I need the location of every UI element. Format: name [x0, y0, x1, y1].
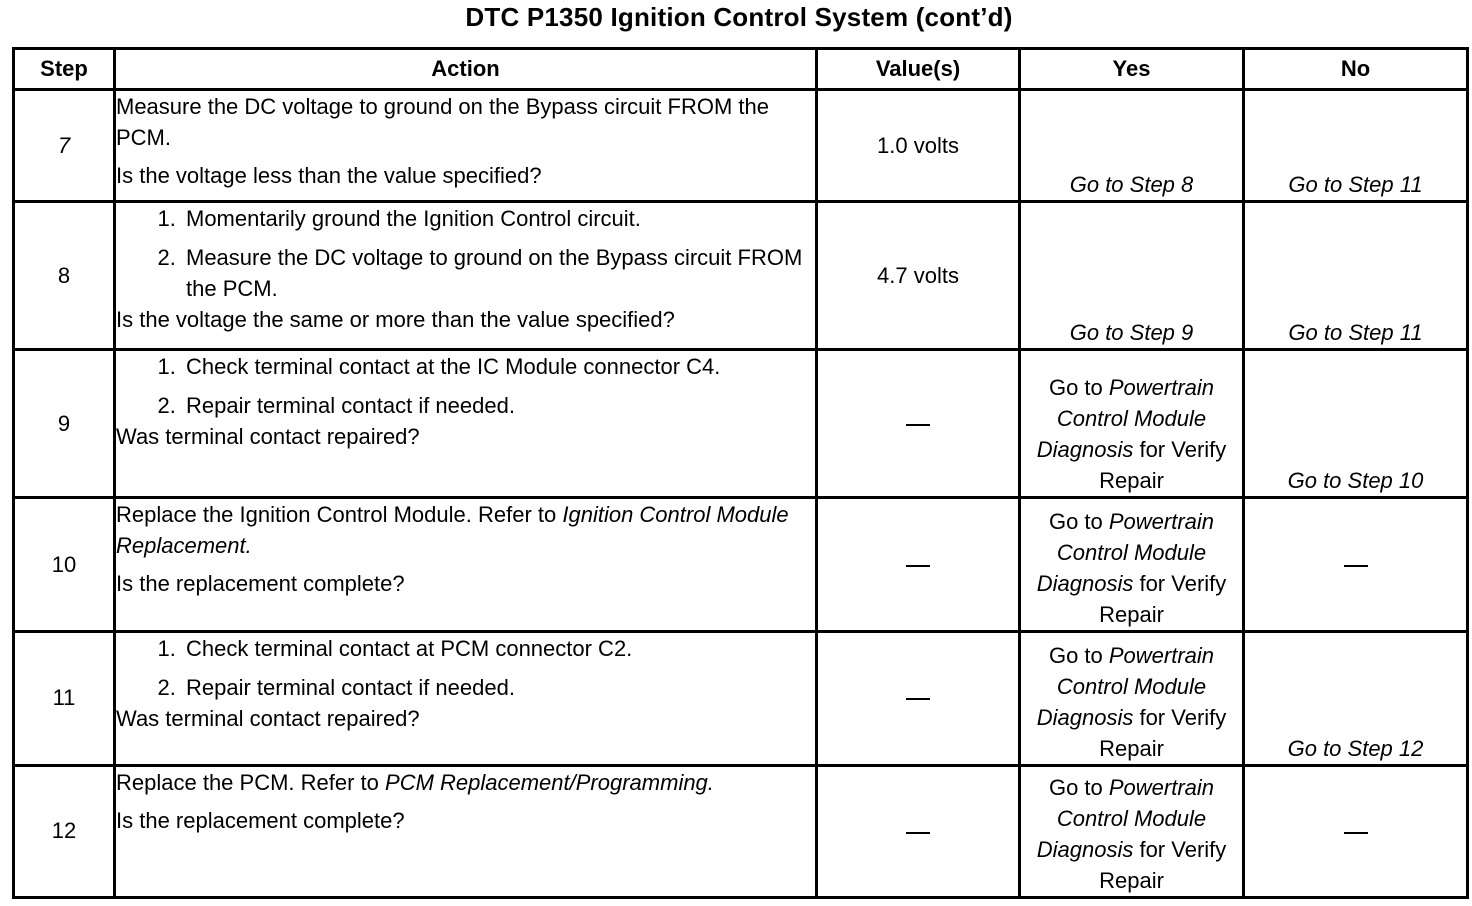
no-cell: Go to Step 12 [1244, 631, 1468, 765]
action-text-lead: Replace the PCM. Refer to [116, 769, 386, 795]
yes-cell [1020, 765, 1244, 897]
yes-prefix: Go to [1048, 375, 1109, 401]
step-number: 7 [14, 90, 115, 202]
action-cell [115, 90, 817, 202]
action-question: Was terminal contact repaired? [116, 705, 420, 731]
no-cell [1244, 765, 1468, 897]
table-row-step-7 [14, 90, 1468, 202]
value-cell: 1.0 volts [817, 90, 1020, 202]
action-cell [115, 202, 817, 350]
header-yes: Yes [1020, 49, 1244, 90]
reference-link[interactable]: Powertrain Control Module Diagnosis [1036, 642, 1215, 730]
value-cell: 4.7 volts [817, 202, 1020, 350]
no-cell: Go to Step 11 [1244, 90, 1468, 202]
action-steps [116, 633, 815, 703]
table-row-step-10 [14, 498, 1468, 631]
step-number: 10 [14, 498, 115, 631]
table-row-step-9 [14, 350, 1468, 498]
action-cell [115, 498, 817, 631]
yes-suffix: for Verify Repair [1099, 570, 1227, 627]
action-step-item: 1. Check terminal contact at PCM connector C2. [182, 633, 815, 664]
page-title: DTC P1350 Ignition Control System (cont’d) [465, 2, 1013, 32]
action-text [116, 499, 815, 561]
no-cell: Go to Step 11 [1244, 202, 1468, 350]
dash-mark [1344, 565, 1368, 567]
table-row-step-11 [14, 631, 1468, 765]
value-cell [817, 631, 1020, 765]
yes-prefix: Go to [1048, 508, 1109, 534]
action-step-item: 1. Check terminal contact at the IC Module connector C4. [182, 351, 815, 382]
yes-cell: Go to Step 8 [1020, 90, 1244, 202]
table-row-step-12 [14, 765, 1468, 897]
header-no: No [1244, 49, 1468, 90]
action-step-item: 2. Repair terminal contact if needed. [182, 390, 815, 421]
dash-mark [1344, 832, 1368, 834]
action-cell [115, 631, 817, 765]
step-number: 12 [14, 765, 115, 897]
reference-link[interactable]: Powertrain Control Module Diagnosis [1036, 775, 1215, 862]
action-steps [116, 351, 815, 421]
action-question: Is the voltage less than the value specified? [116, 163, 542, 188]
reference-link[interactable]: Powertrain Control Module Diagnosis [1036, 508, 1215, 596]
reference-link[interactable]: Powertrain Control Module Diagnosis [1036, 375, 1215, 463]
action-question: Is the replacement complete? [116, 571, 405, 597]
yes-prefix: Go to [1048, 775, 1109, 800]
value-cell [817, 765, 1020, 897]
reference-link[interactable]: Ignition Control Module Replacement. [116, 502, 789, 559]
step-number: 9 [14, 350, 115, 498]
yes-suffix: for Verify Repair [1099, 837, 1227, 893]
action-cell [115, 765, 817, 897]
dash-mark [906, 424, 930, 426]
action-step-item: 1. Momentarily ground the Ignition Control circuit. [182, 203, 815, 234]
header-action: Action [115, 49, 817, 90]
header-values: Value(s) [817, 49, 1020, 90]
dash-mark [906, 832, 930, 834]
action-question: Was terminal contact repaired? [116, 424, 420, 450]
no-cell: Go to Step 10 [1244, 350, 1468, 498]
yes-suffix: for Verify Repair [1099, 437, 1227, 494]
yes-cell [1020, 350, 1244, 498]
yes-suffix: for Verify Repair [1099, 704, 1227, 761]
header-row [14, 49, 1468, 90]
step-number: 11 [14, 631, 115, 765]
yes-cell [1020, 631, 1244, 765]
dash-mark [906, 698, 930, 700]
action-text: Measure the DC voltage to ground on the Bypass circuit FROM the PCM. [116, 94, 769, 150]
action-step-item: 2. Measure the DC voltage to ground on the Bypass circuit FROM the PCM. [182, 242, 815, 304]
yes-cell [1020, 498, 1244, 631]
table-row-step-8 [14, 202, 1468, 350]
yes-prefix: Go to [1048, 642, 1109, 668]
action-question: Is the replacement complete? [116, 807, 405, 833]
yes-cell: Go to Step 9 [1020, 202, 1244, 350]
action-text [116, 767, 815, 798]
value-cell [817, 350, 1020, 498]
dash-mark [906, 565, 930, 567]
action-cell [115, 350, 817, 498]
action-text-lead: Replace the Ignition Control Module. Refer to [116, 502, 563, 528]
step-number: 8 [14, 202, 115, 350]
action-steps [116, 203, 815, 304]
no-cell [1244, 498, 1468, 631]
header-step: Step [14, 49, 115, 90]
diagnostic-table [12, 47, 1469, 899]
action-question: Is the voltage the same or more than the value specified? [116, 307, 675, 333]
action-step-item: 2. Repair terminal contact if needed. [182, 672, 815, 703]
value-cell [817, 498, 1020, 631]
reference-link[interactable]: PCM Replacement/Programming. [385, 769, 714, 795]
